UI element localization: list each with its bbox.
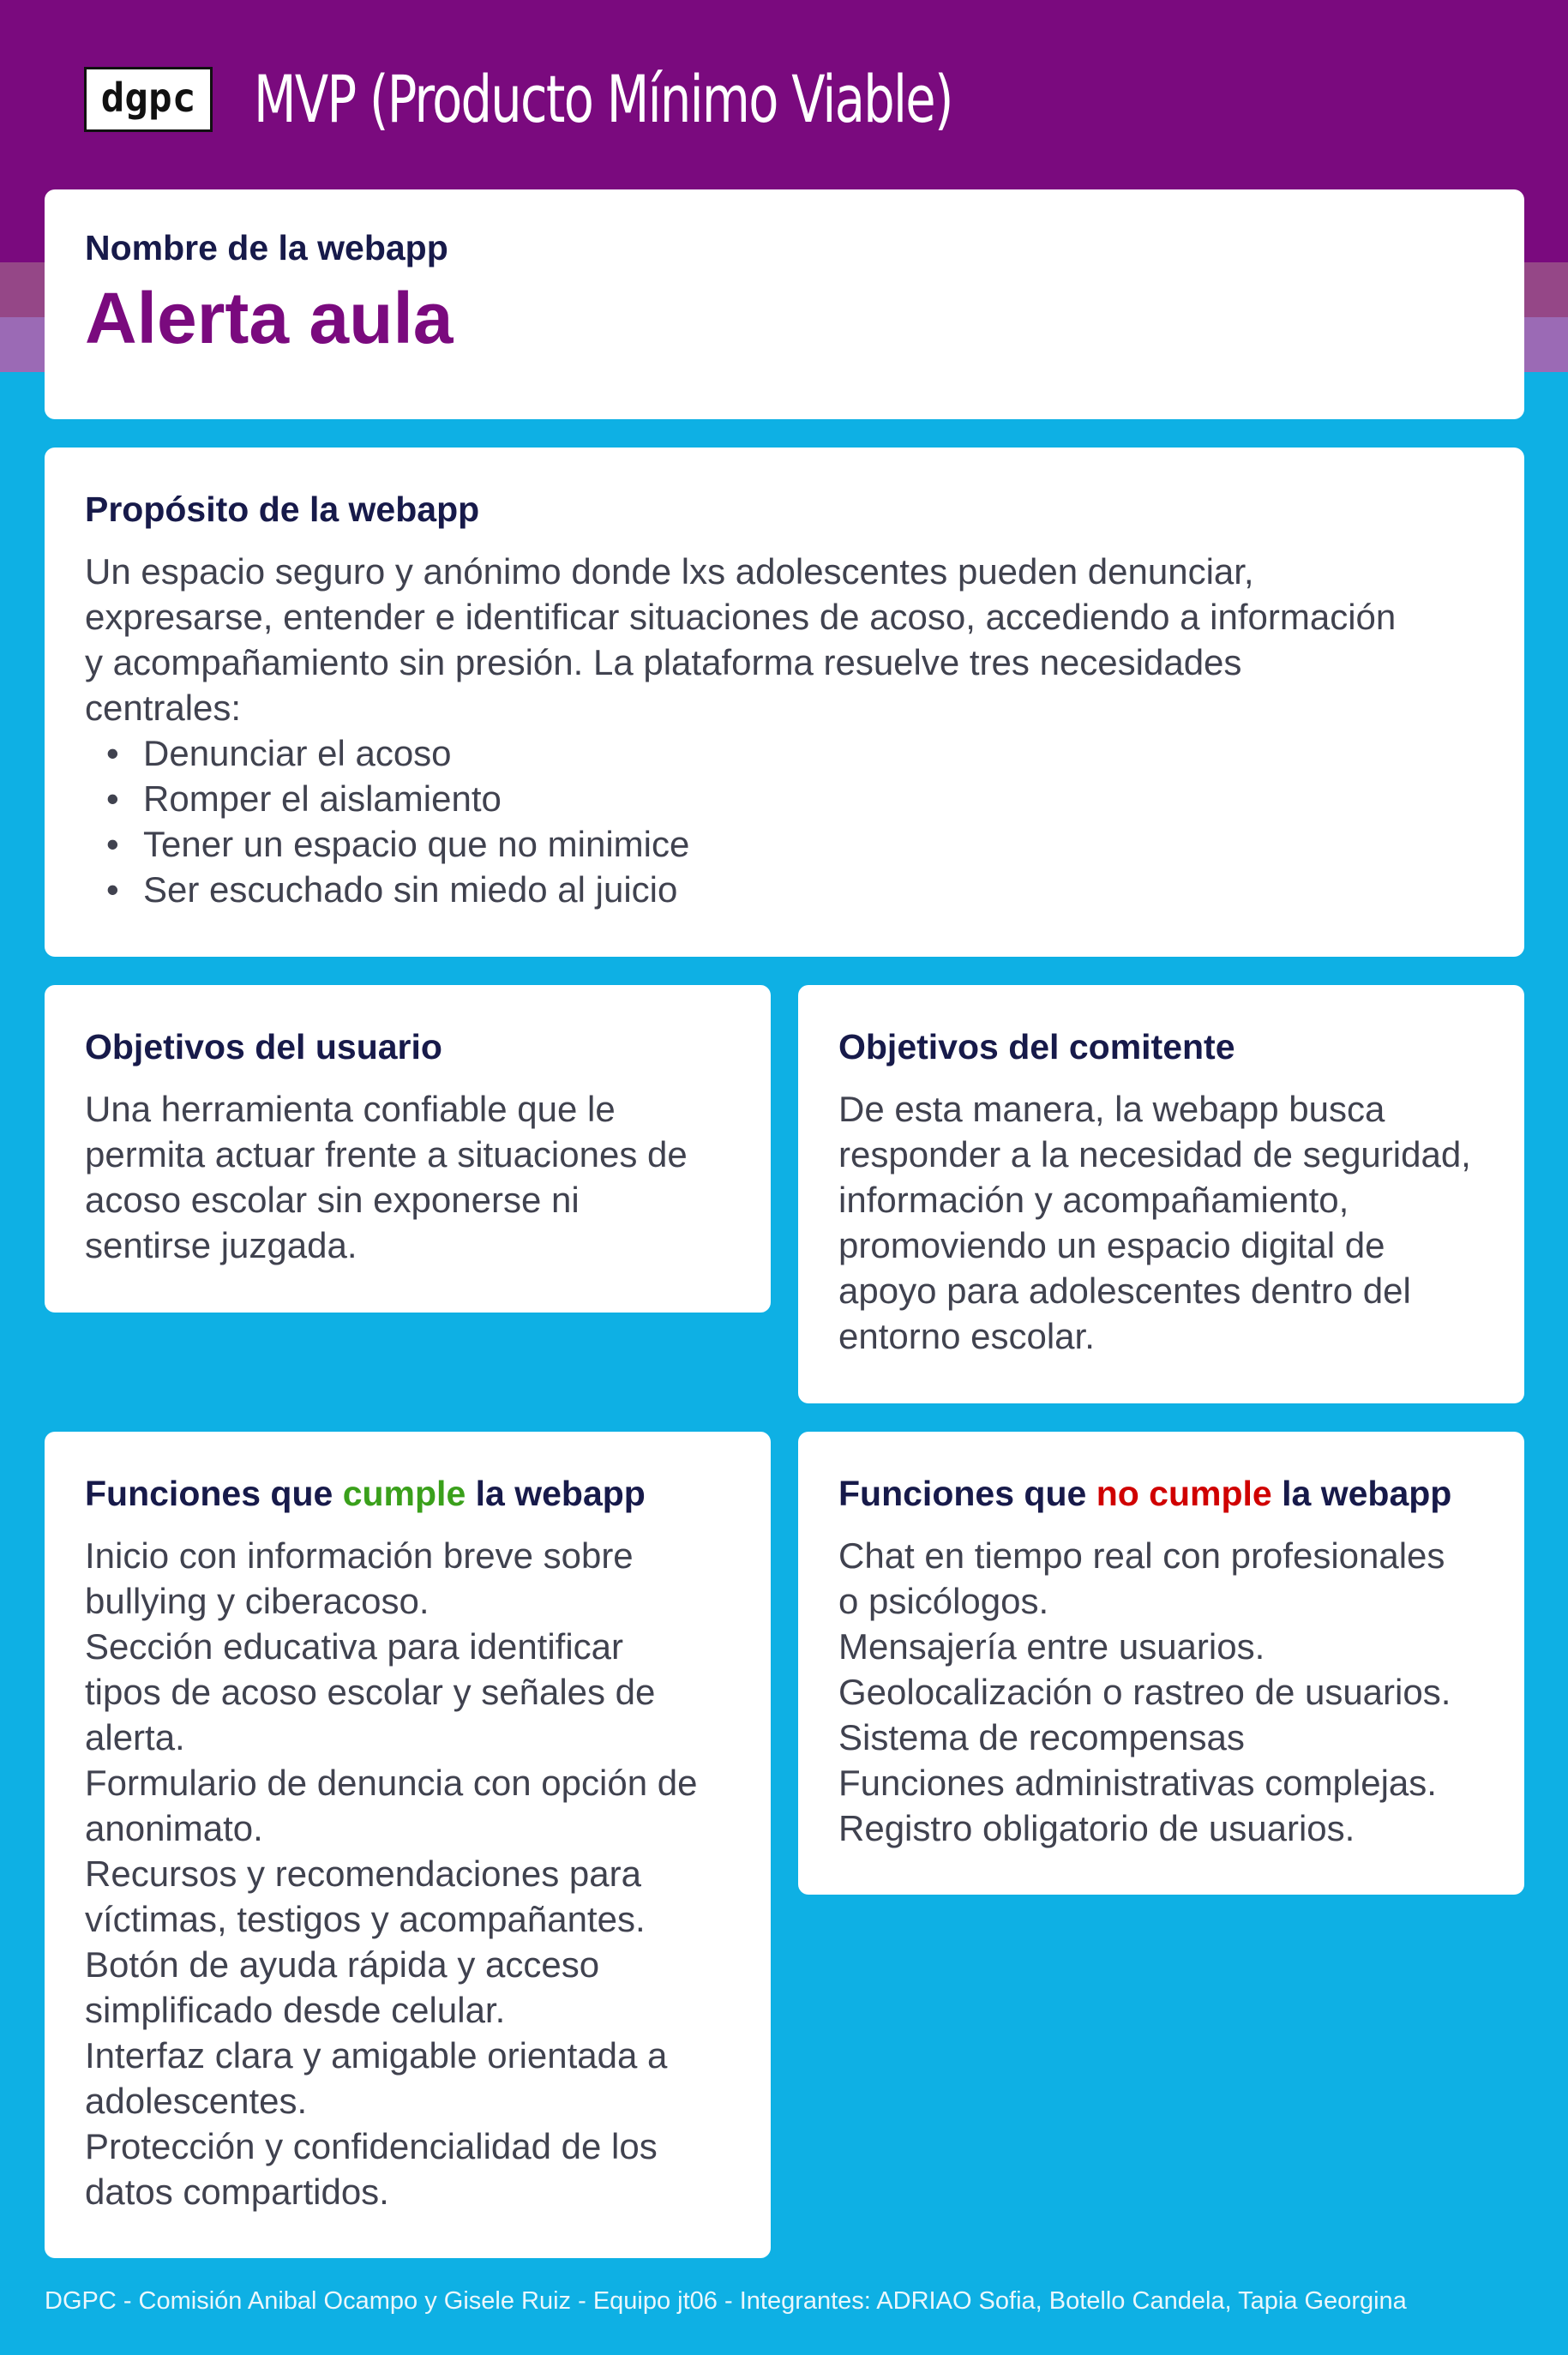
text-line: entorno escolar. bbox=[838, 1316, 1095, 1356]
text-line: anonimato. bbox=[85, 1808, 263, 1848]
list-item-label: Tener un espacio que no minimice bbox=[143, 824, 690, 864]
bullet-icon: • bbox=[106, 733, 119, 773]
svg-text:dgpc: dgpc bbox=[100, 75, 196, 121]
text-line: Inicio con información breve sobre bbox=[85, 1535, 634, 1576]
list-item-label: Romper el aislamiento bbox=[143, 778, 502, 819]
text-line: Recursos y recomendaciones para bbox=[85, 1853, 641, 1894]
text-line: Sistema de recompensas bbox=[838, 1717, 1245, 1757]
bullet-icon: • bbox=[106, 869, 119, 910]
purpose-heading: Propósito de la webapp bbox=[85, 490, 480, 529]
list-item bbox=[85, 776, 1524, 821]
text-line: Sección educativa para identificar bbox=[85, 1626, 624, 1667]
text-line: acoso escolar sin exponerse ni bbox=[85, 1180, 580, 1220]
client-goals-heading: Objetivos del comitente bbox=[838, 1027, 1235, 1066]
user-goals-text bbox=[85, 1086, 771, 1268]
purpose-line: Un espacio seguro y anónimo donde lxs adolescentes pueden denunciar, bbox=[85, 551, 1254, 592]
text-line: información y acompañamiento, bbox=[838, 1180, 1349, 1220]
purpose-line: y acompañamiento sin presión. La plataforma resuelve tres necesidades bbox=[85, 642, 1242, 682]
text-line: Protección y confidencialidad de los bbox=[85, 2126, 658, 2166]
text-line: alerta. bbox=[85, 1717, 185, 1757]
purpose-text bbox=[85, 549, 1524, 912]
features-included-heading bbox=[85, 1471, 771, 1516]
heading-suffix: la webapp bbox=[1271, 1474, 1452, 1513]
text-line: Botón de ayuda rápida y acceso bbox=[85, 1944, 600, 1985]
footer-credits: DGPC - Comisión Anibal Ocampo y Gisele Ruiz - Equipo jt06 - Integrantes: ADRIAO Sofia, Botello Candela, Tapia Georgina bbox=[45, 2287, 1407, 2315]
webapp-name-value: Alerta aula bbox=[85, 278, 454, 358]
heading-prefix: Funciones que bbox=[838, 1474, 1096, 1513]
heading-prefix: Funciones que bbox=[85, 1474, 343, 1513]
text-line: Geolocalización o rastreo de usuarios. bbox=[838, 1672, 1451, 1712]
text-line: bullying y ciberacoso. bbox=[85, 1581, 430, 1621]
bullet-icon: • bbox=[106, 778, 119, 819]
client-goals-card bbox=[798, 985, 1524, 1403]
text-line: Chat en tiempo real con profesionales bbox=[838, 1535, 1445, 1576]
list-item bbox=[85, 730, 1524, 776]
features-excluded-heading bbox=[838, 1471, 1524, 1516]
features-included-card bbox=[45, 1432, 771, 2258]
features-included-text bbox=[85, 1533, 771, 2214]
client-goals-text bbox=[838, 1086, 1524, 1359]
text-line: datos compartidos. bbox=[85, 2172, 389, 2212]
heading-highlight: no cumple bbox=[1096, 1474, 1272, 1513]
text-line: apoyo para adolescentes dentro del bbox=[838, 1271, 1411, 1311]
list-item bbox=[85, 867, 1524, 912]
needs-list bbox=[85, 730, 1524, 912]
list-item bbox=[85, 821, 1524, 867]
text-line: sentirse juzgada. bbox=[85, 1225, 357, 1265]
webapp-name-card bbox=[45, 189, 1524, 419]
text-line: Mensajería entre usuarios. bbox=[838, 1626, 1265, 1667]
list-item-label: Denunciar el acoso bbox=[143, 733, 452, 773]
heading-highlight: cumple bbox=[342, 1474, 466, 1513]
webapp-name-heading: Nombre de la webapp bbox=[85, 228, 448, 267]
features-excluded-card bbox=[798, 1432, 1524, 1895]
heading-suffix: la webapp bbox=[466, 1474, 646, 1513]
text-line: Formulario de denuncia con opción de bbox=[85, 1763, 698, 1803]
dgpc-logo bbox=[84, 67, 213, 132]
text-line: simplificado desde celular. bbox=[85, 1990, 506, 2030]
purpose-card bbox=[45, 448, 1524, 957]
page-title: MVP (Producto Mínimo Viable) bbox=[254, 61, 952, 137]
text-line: tipos de acoso escolar y señales de bbox=[85, 1672, 656, 1712]
text-line: Interfaz clara y amigable orientada a bbox=[85, 2035, 668, 2076]
text-line: Registro obligatorio de usuarios. bbox=[838, 1808, 1355, 1848]
purpose-line: centrales: bbox=[85, 688, 242, 728]
text-line: permita actuar frente a situaciones de bbox=[85, 1134, 688, 1174]
purpose-line: expresarse, entender e identificar situaciones de acoso, accediendo a información bbox=[85, 597, 1397, 637]
list-item-label: Ser escuchado sin miedo al juicio bbox=[143, 869, 678, 910]
text-line: Una herramienta confiable que le bbox=[85, 1089, 616, 1129]
bullet-icon: • bbox=[106, 824, 119, 864]
text-line: Funciones administrativas complejas. bbox=[838, 1763, 1437, 1803]
text-line: víctimas, testigos y acompañantes. bbox=[85, 1899, 646, 1939]
dgpc-logo-glyph bbox=[88, 74, 208, 125]
user-goals-card bbox=[45, 985, 771, 1313]
text-line: o psicólogos. bbox=[838, 1581, 1049, 1621]
text-line: promoviendo un espacio digital de bbox=[838, 1225, 1385, 1265]
user-goals-heading: Objetivos del usuario bbox=[85, 1027, 442, 1066]
text-line: adolescentes. bbox=[85, 2081, 308, 2121]
text-line: De esta manera, la webapp busca bbox=[838, 1089, 1385, 1129]
text-line: responder a la necesidad de seguridad, bbox=[838, 1134, 1471, 1174]
features-excluded-text bbox=[838, 1533, 1524, 1851]
